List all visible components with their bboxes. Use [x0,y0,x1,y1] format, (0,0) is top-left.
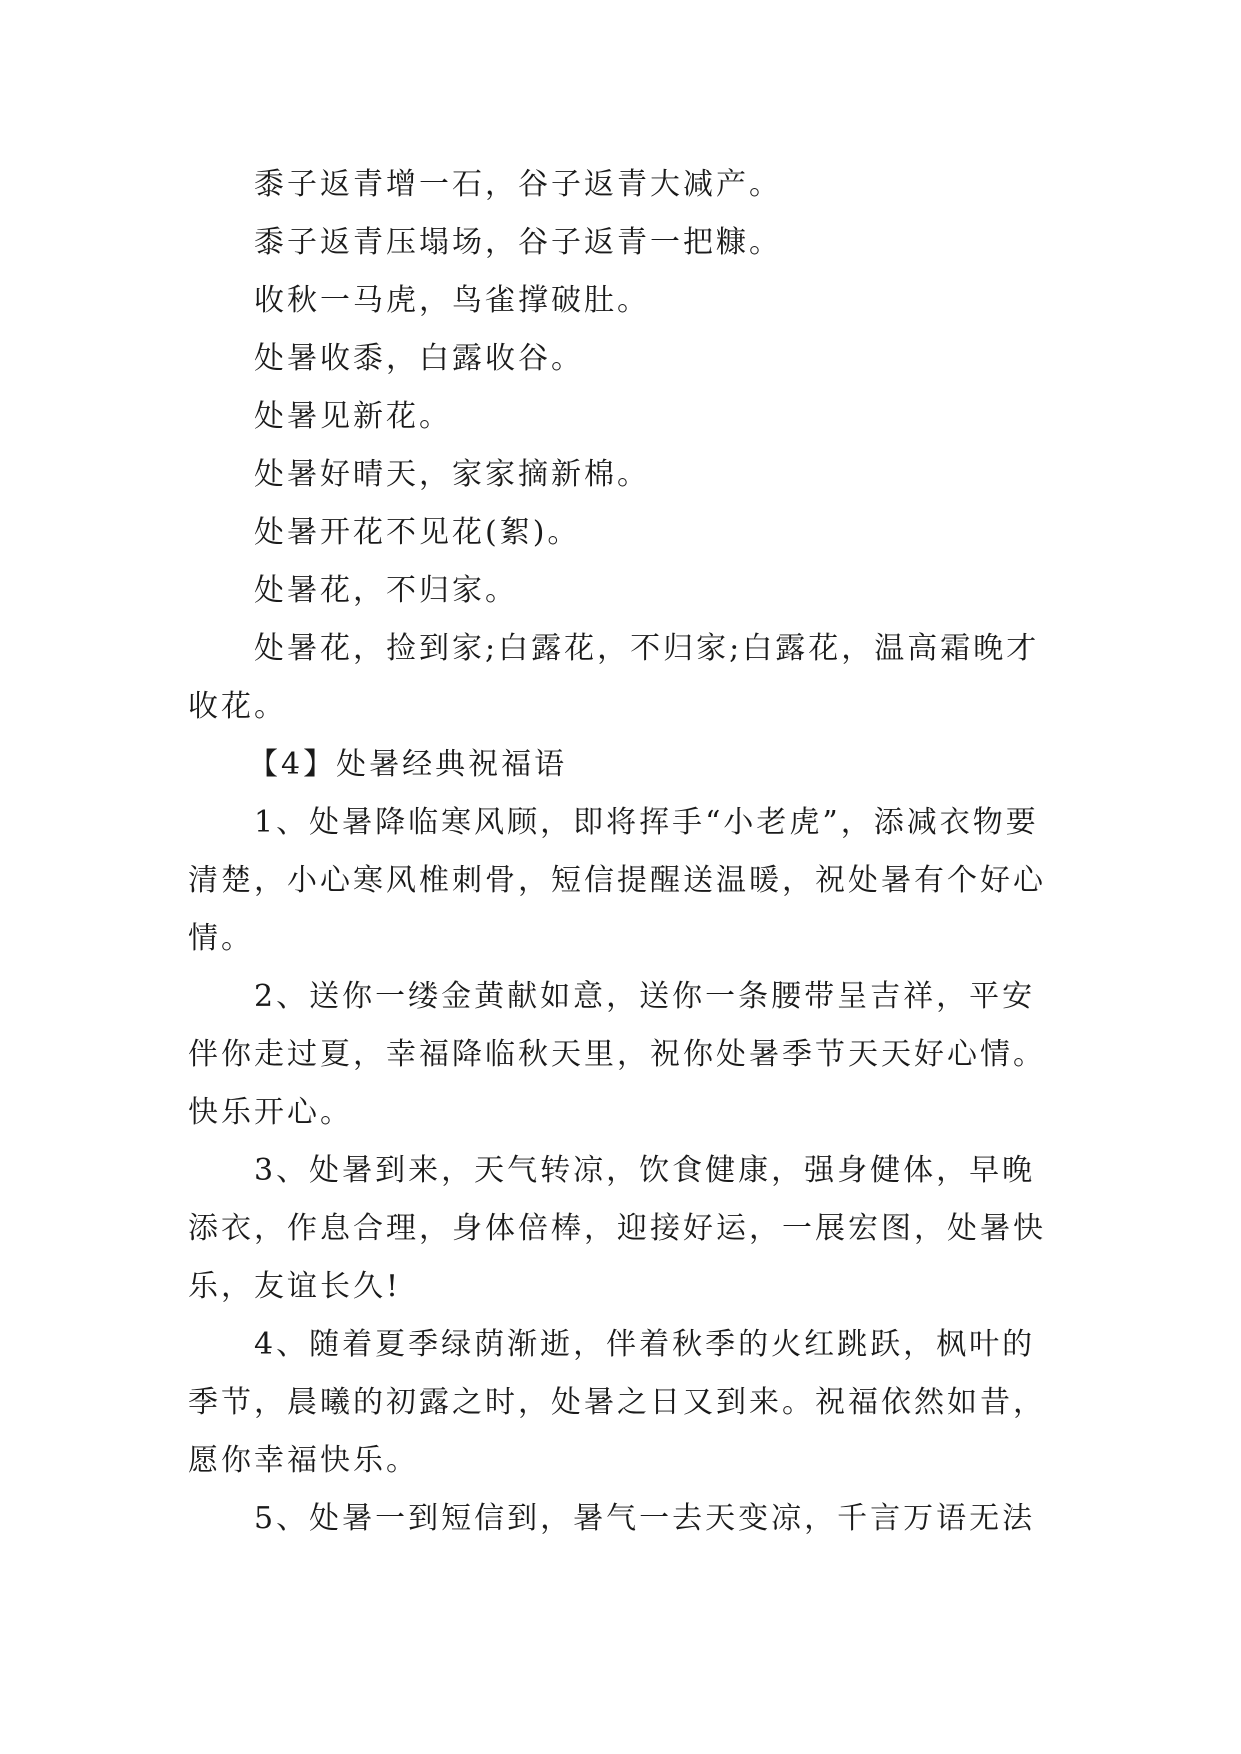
text-line: 快乐开心。 [188,1095,353,1130]
text-line: 收花。 [188,689,287,724]
text-line: 情。 [188,921,254,956]
text-line: 黍子返青压塌场，谷子返青一把糠。 [254,225,782,260]
text-line: 2、送你一缕金黄献如意，送你一条腰带呈吉祥，平安 [254,979,1036,1014]
text-line: 处暑见新花。 [254,399,452,434]
text-line: 1、处暑降临寒风顾，即将挥手“小老虎”，添减衣物要 [254,805,1039,840]
text-line: 处暑花，不归家。 [254,573,518,608]
text-line: 收秋一马虎，鸟雀撑破肚。 [254,283,650,318]
text-line: 清楚，小心寒风椎刺骨，短信提醒送温暖，祝处暑有个好心 [188,863,1046,898]
text-line: 季节，晨曦的初露之时，处暑之日又到来。祝福依然如昔， [188,1385,1046,1420]
text-line: 添衣，作息合理，身体倍棒，迎接好运，一展宏图，处暑快 [188,1211,1046,1246]
text-line: 5、处暑一到短信到，暑气一去天变凉，千言万语无法 [254,1501,1036,1536]
section-heading: 【4】处暑经典祝福语 [248,747,568,782]
document-page [188,156,1058,1548]
text-line: 处暑收黍，白露收谷。 [254,341,584,376]
text-line: 处暑花，捡到家;白露花，不归家;白露花，温高霜晚才 [254,631,1040,666]
text-line: 愿你幸福快乐。 [188,1443,419,1478]
text-line: 处暑好晴天，家家摘新棉。 [254,457,650,492]
text-line: 黍子返青增一石，谷子返青大减产。 [254,167,782,202]
text-line: 3、处暑到来，天气转凉，饮食健康，强身健体，早晚 [254,1153,1036,1188]
text-line: 伴你走过夏，幸福降临秋天里，祝你处暑季节天天好心情。 [188,1037,1046,1072]
text-line: 乐，友谊长久! [188,1269,402,1304]
text-line: 4、随着夏季绿荫渐逝，伴着秋季的火红跳跃，枫叶的 [254,1327,1036,1362]
text-line: 处暑开花不见花(絮)。 [254,515,581,550]
